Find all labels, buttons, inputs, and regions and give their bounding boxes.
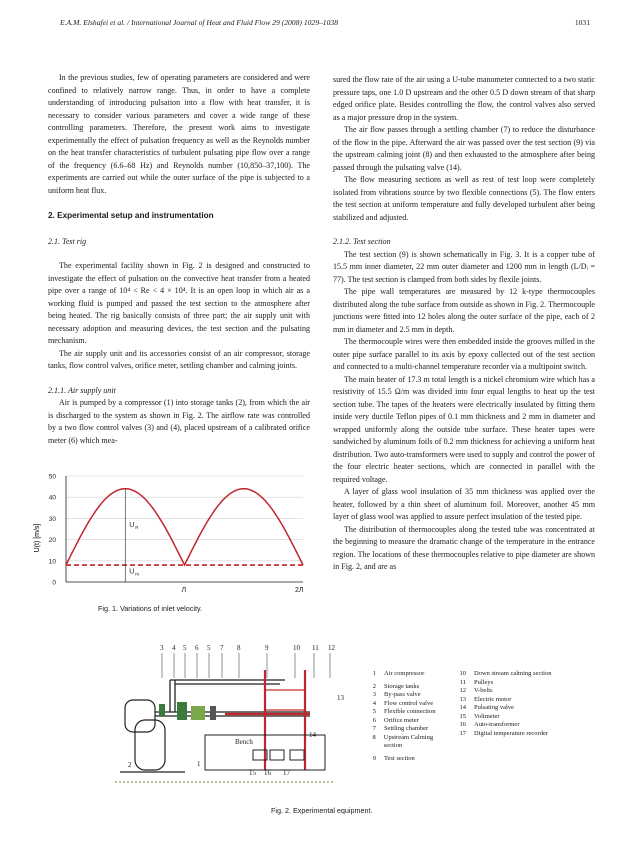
y-tick-label: 10: [48, 558, 56, 566]
bench-drawing: [115, 735, 335, 782]
paragraph: The distribution of thermocouples along the tested tube was concentrated at the beginning to measure the dramatic change of the temperature in the entrance region. The locations of these thermocouples relative to pipe diameter are shown in Fig. 2, and are as: [333, 524, 595, 571]
callout-number: 3: [160, 644, 164, 652]
paragraph: The pipe wall temperatures are measured by 12 k-type thermocouples distributed along the tube surface from outside as shown in Fig. 2. Thermocouple junctions were fitted into 12 holes along the outer surface of the pipe, each of 2 mm in diameter and 2.5 mm in depth.: [333, 287, 595, 334]
paragraph: Air is pumped by a compressor (1) into storage tanks (2), from which the air is discharged to the system as shown in Fig. 2. The airflow rate was controlled by a two flow control valves (3) and (4), placed upstream of a calibrated orifice meter (6) which mea-: [48, 398, 310, 445]
callout-number: 8: [237, 644, 241, 652]
section-heading: 2. Experimental setup and instrumentation: [48, 211, 214, 220]
legend-number: 8: [372, 733, 376, 741]
paragraph: In the previous studies, few of operating parameters are considered and were confined to relatively narrow range. Thus, in order to have a complete understanding of introducing pulsation into a flow with heat transfer, it is necessary to consider various parameters and cover a wide range of these controlling parameters. Therefore, the present work aims to investigate experimentally the effect of pulsation frequency as well as the Reynolds number on the heat transfer characteristics of turbulent pulsating pipe flow over a range of the frequency (6.6–68 Hz) and Reynolds number (10,850–37,100). The experiments are carried out while the outer surface of the pipe is subjected to a uniform heat flux.: [48, 73, 310, 195]
paragraph: The flow measuring sections as well as rest of test loop were completely isolated from vibrations source by two flexible connections (5). The flow enters the test section at uniform temperature and fully developed turbulent after being stabilized and adjusted.: [333, 175, 595, 222]
diagram-callout-numbers: [160, 644, 336, 678]
callout-2: 2: [128, 761, 132, 769]
paragraph: sured the flow rate of the air using a U-tube manometer connected to a two static pressure taps, one 1.0 D upstream and the other 0.5 D down stream of that sharp edged orifice plate. Besides controlling the flow, the control valves also served as a major pressure drop in the system.: [333, 75, 595, 122]
callout-number: 7: [220, 644, 224, 652]
page-number: 1031: [574, 18, 590, 27]
legend-item: [362, 683, 452, 692]
legend-number: 10: [459, 670, 466, 677]
callout-number: 5: [207, 644, 211, 652]
chart-annotations: [125, 489, 304, 594]
inlet-velocity-chart: [34, 464, 308, 604]
legend-text: Pulsating valve: [474, 704, 514, 711]
legend-number: 14: [459, 704, 466, 711]
legend-text: Storage tanks: [384, 682, 420, 690]
callout-number: 4: [172, 644, 176, 652]
legend-text: Upstream Calming section: [383, 733, 434, 749]
legend-item: [362, 691, 452, 700]
y-tick-label: 30: [48, 515, 56, 523]
legend-number: 13: [459, 695, 466, 703]
legend-text: Voltmeter: [474, 712, 500, 720]
legend-text: Digital temperature recorder: [474, 729, 548, 737]
callout-17: 17: [283, 769, 290, 777]
callout-13: 13: [337, 694, 344, 702]
legend-number: 7: [372, 725, 376, 732]
legend-item: [362, 734, 452, 751]
legend-number: 5: [372, 708, 376, 715]
legend-item: [362, 725, 452, 734]
legend-number: 1: [372, 670, 376, 677]
legend-text: Down stream calming section: [474, 670, 552, 677]
legend-item: [362, 717, 452, 726]
paragraph: The test section (9) is shown schematically in Fig. 3. It is a copper tube of 15.5 mm inner diameter, 22 mm outer diameter and 1200 mm in length (L/Dᵢ = 77). The test section is clamped from both sides by flexile joints.: [333, 249, 595, 284]
amplitude-label: U: [129, 521, 135, 529]
paragraph: The air supply unit and its accessories consist of an air compressor, storage tanks, flow control valves, orifice meter, settling chamber and calming joints.: [48, 348, 310, 370]
paragraph: A layer of glass wool insulation of 35 mm thickness was applied over the heater, followed by a thin sheet of aluminum foil. Moreover, another 45 mm layer of glass wool was applied to assure perfect insulation of the tested pipe.: [333, 487, 595, 521]
legend-number: 15: [459, 712, 466, 720]
callout-15: 15: [249, 769, 256, 777]
legend-text: Pulleys: [474, 678, 494, 686]
legend-number: 9: [372, 754, 376, 762]
legend-number: 16: [459, 721, 466, 728]
y-axis-label: U(t) [m/s]: [34, 523, 41, 553]
callout-1: 1: [197, 760, 201, 768]
legend-text: Flexible connection: [384, 708, 436, 715]
legend-text: Test section: [384, 754, 415, 762]
bench-label: Bench: [235, 738, 253, 746]
figure-1-caption: Fig. 1. Variations of inlet velocity.: [98, 604, 202, 613]
legend-item: [452, 679, 552, 688]
x-tick-label: 2Л: [295, 587, 304, 594]
legend-item: [452, 670, 552, 679]
subsubsection-heading: 2.1.2. Test section: [333, 237, 391, 246]
callout-number: 11: [312, 644, 319, 652]
y-tick-label: 50: [48, 473, 56, 481]
subsubsection-heading: 2.1.1. Air supply unit: [48, 385, 116, 395]
legend-right: [452, 670, 552, 738]
mean-label: U: [129, 568, 135, 576]
legend-text: By-pass valve: [384, 691, 421, 698]
legend-item: [452, 730, 552, 739]
legend-text: Air compressor: [384, 670, 425, 677]
legend-left: [362, 670, 452, 763]
legend-item: [452, 687, 552, 696]
y-tick-label: 40: [48, 494, 56, 502]
left-column: [48, 72, 310, 447]
subsection-heading: 2.1. Test rig: [48, 236, 87, 246]
legend-item: [362, 670, 452, 679]
legend-item: [452, 704, 552, 713]
paragraph: The experimental facility shown in Fig. 2 is designed and constructed to investigate the effect of pulsation on the convective heat transfer from a heated pipe over a range of 10⁴ < Re < 4 × 10⁴. It is an open loop in which air as a working fluid is pumped and passed the test section to the atmosphere after being heated. The rig basically consists of three part; the air supply unit with necessary adoption and measuring devices, the test section and the pulsating mechanism.: [48, 261, 310, 345]
legend-number: 11: [459, 678, 466, 686]
legend-item: [452, 696, 552, 705]
legend-text: Electric motor: [474, 695, 512, 703]
y-tick-label: 0: [52, 579, 56, 587]
callout-number: 6: [195, 644, 199, 652]
callout-16: 16: [264, 769, 271, 777]
callout-number: 12: [328, 644, 335, 652]
valve-components: [159, 702, 216, 720]
y-tick-labels: [49, 474, 57, 587]
mean-label-sub: m: [135, 571, 139, 577]
amplitude-label-sub: R: [135, 525, 139, 530]
legend-item: [362, 700, 452, 709]
legend-number: 17: [459, 729, 466, 737]
legend-item: [452, 713, 552, 722]
legend-text: Orifice meter: [384, 716, 419, 724]
figure-2-caption: Fig. 2. Experimental equipment.: [271, 806, 373, 815]
callout-14: 14: [309, 731, 316, 739]
y-tick-label: 20: [48, 537, 56, 545]
legend-number: 2: [372, 682, 376, 690]
legend-number: 4: [372, 699, 376, 707]
callout-number: 10: [293, 644, 300, 652]
legend-item: [362, 708, 452, 717]
velocity-line: [66, 489, 303, 565]
callout-number: 5: [183, 644, 187, 652]
legend-number: 3: [372, 691, 376, 698]
legend-text: Settling chamber: [384, 725, 429, 732]
legend-item: [452, 721, 552, 730]
x-tick-label: Л: [181, 587, 187, 594]
chart-series: [66, 489, 303, 565]
paragraph: The air flow passes through a settling chamber (7) to reduce the disturbance of the flow in the pipe. Afterward the air was passed over the test section (9) via the upstream calming joint (8) and then exhausted to the atmosphere after being passed through the pulsating valve (14).: [333, 125, 595, 172]
callout-number: 9: [265, 644, 269, 652]
paragraph: The main heater of 17.3 m total length is a nickel chromium wire which has a resistivity of 15.5 Ω/m was divided into four equal lengths to heat up the test section tube. The tapes of the heaters were electrically insulated by fitting them inside very ductile Teflon pipes of 0.1 mm thickness and 2 mm in diameter and wrapped uniformly along the outside tube surface. These heater tapes were sandwiched by aluminum foils of 0.2 mm thickness for achieving a uniform heat distribution. Two auto-transformers were used to supply and control the power of the four electric heater sections, which are connected in parallel with the required voltage.: [333, 374, 595, 484]
right-column: [333, 74, 595, 574]
legend-number: 12: [459, 687, 466, 694]
legend-text: Auto-transformer: [474, 721, 520, 728]
legend-number: 6: [372, 716, 376, 724]
legend-item: [362, 755, 452, 764]
journal-citation: E.A.M. Elshafei et al. / International Journal of Heat and Fluid Flow 29 (2008) 1029–1038: [60, 18, 338, 27]
running-header: [60, 18, 590, 27]
legend-text: Flow control valve: [384, 699, 434, 707]
paragraph: The thermocouple wires were then embedded inside the grooves milled in the outer pipe surface parallel to its axis by epoxy collected out of the test section and connected to a multi-channel temperature recorder via a multipoint switch.: [333, 337, 595, 371]
legend-text: V-belts: [474, 687, 493, 694]
